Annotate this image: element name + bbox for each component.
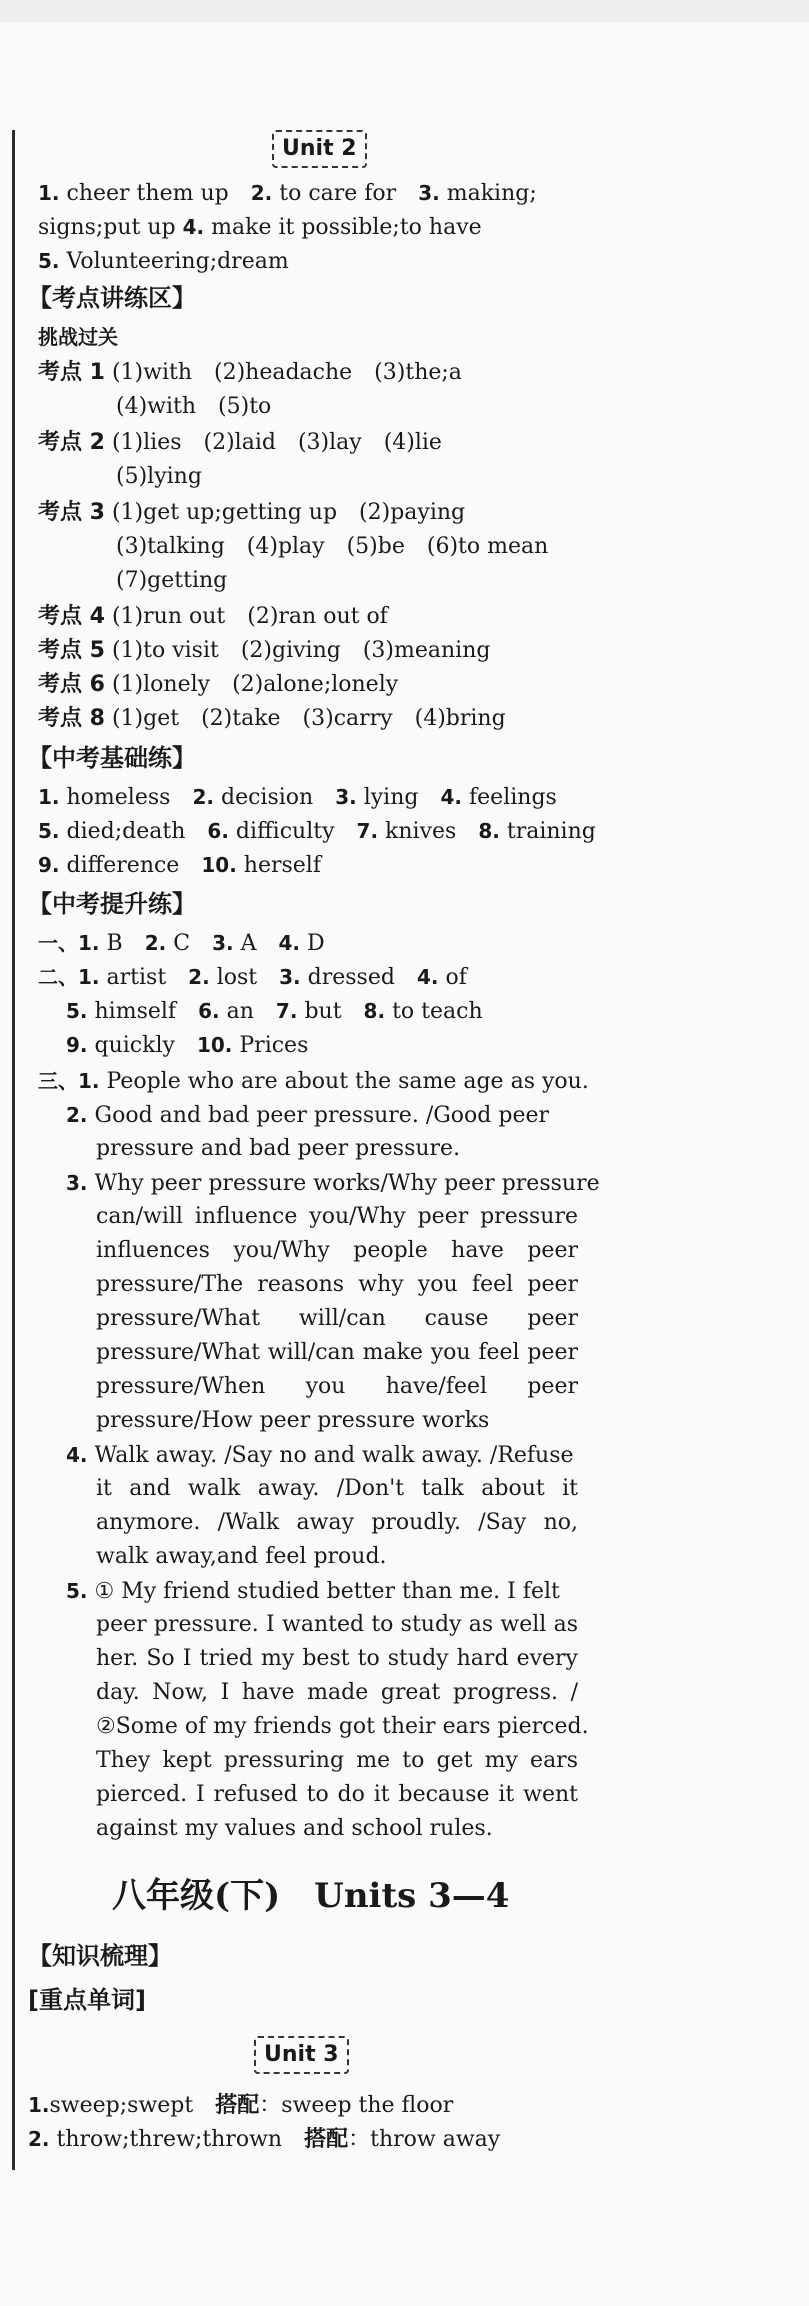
san-4-line: anymore. /Walk away proudly. /Say no, [96,1510,578,1535]
san-2: 2. Good and bad peer pressure. /Good peer [66,1103,550,1128]
top-strip [0,0,809,22]
san-1: 三、1. People who are about the same age as you. [38,1069,589,1094]
san-5-line: against my values and school rules. [96,1816,493,1841]
san-3: 3. Why peer pressure works/Why peer pressure [66,1171,600,1196]
san-3-line: pressure/What will/can cause peer [96,1306,578,1331]
tisheng-line-3: 5. himself 6. an 7. but 8. to teach [66,999,483,1024]
jichu-line-3: 9. difference 10. herself [38,853,321,878]
san-2-cont: pressure and bad peer pressure. [96,1136,461,1161]
jichu-line-2: 5. died;death 6. difficulty 7. knives 8. training [38,819,596,844]
san-5-line: day. Now, I have made great progress. / [96,1680,578,1705]
kaodian-5: 考点 5 (1)to visit (2)giving (3)meaning [38,638,491,663]
san-5-line: They kept pressuring me to get my ears [96,1748,578,1773]
unit3-line-2: 2. throw;threw;thrown 搭配：throw away [28,2127,501,2152]
san-4-line: walk away,and feel proud. [96,1544,387,1569]
kaodian-6: 考点 6 (1)lonely (2)alone;lonely [38,672,399,697]
jichu-line-1: 1. homeless 2. decision 3. lying 4. feelings [38,785,557,810]
tisheng-line-2: 二、1. artist 2. lost 3. dressed 4. of [38,965,467,990]
tisheng-line-4: 9. quickly 10. Prices [66,1033,309,1058]
kaodian-8: 考点 8 (1)get (2)take (3)carry (4)bring [38,706,506,731]
san-5: 5. ① My friend studied better than me. I felt [66,1579,560,1604]
san-3-line: pressure/How peer pressure works [96,1408,490,1433]
section-jichu: 【中考基础练】 [28,744,196,772]
san-3-line: pressure/What will/can make you feel peer [96,1340,578,1365]
san-4-line: it and walk away. /Don't talk about it [96,1476,578,1501]
kaodian-3: 考点 3 (1)get up;getting up (2)paying [38,500,466,525]
unit2-heading: Unit 2 [272,130,367,168]
san-5-line: pierced. I refused to do it because it went [96,1782,578,1807]
kaodian-4: 考点 4 (1)run out (2)ran out of [38,604,388,629]
san-5-line: peer pressure. I wanted to study as well as [96,1612,578,1637]
margin-rule [12,130,15,2170]
unit2-line-1: 1. cheer them up 2. to care for 3. making; [38,181,537,206]
unit3-heading: Unit 3 [254,2036,349,2074]
kaodian-3-cont: (3)talking (4)play (5)be (6)to mean [116,534,549,559]
unit3-line-1: 1.sweep;swept 搭配：sweep the floor [28,2093,454,2118]
kaodian-2-cont: (5)lying [116,464,202,489]
kaodian-2: 考点 2 (1)lies (2)laid (3)lay (4)lie [38,430,442,455]
kaodian-1-cont: (4)with (5)to [116,394,272,419]
san-5-line: ②Some of my friends got their ears pierced. [96,1714,589,1739]
tisheng-line-1: 一、1. B 2. C 3. A 4. D [38,931,325,956]
san-4: 4. Walk away. /Say no and walk away. /Refuse [66,1443,574,1468]
unit2-line-2: signs;put up 4. make it possible;to have [38,215,482,240]
san-3-line: can/will influence you/Why peer pressure [96,1204,578,1229]
unit2-line-3: 5. Volunteering;dream [38,249,289,274]
san-3-line: pressure/The reasons why you feel peer [96,1272,578,1297]
san-5-line: her. So I tried my best to study hard every [96,1646,578,1671]
section-zhongdian: [重点单词] [28,1986,146,2014]
san-3-line: influences you/Why people have peer [96,1238,578,1263]
tiaozhan-heading: 挑战过关 [38,325,118,349]
section-zhishi: 【知识梳理】 [28,1942,172,1970]
san-3-line: pressure/When you have/feel peer [96,1374,578,1399]
kaodian-3-cont2: (7)getting [116,568,228,593]
section-tisheng: 【中考提升练】 [28,890,196,918]
grade-units-title: 八年级(下) Units 3—4 [112,1876,510,1916]
section-kaodian: 【考点讲练区】 [28,284,196,312]
kaodian-1: 考点 1 (1)with (2)headache (3)the;a [38,360,462,385]
